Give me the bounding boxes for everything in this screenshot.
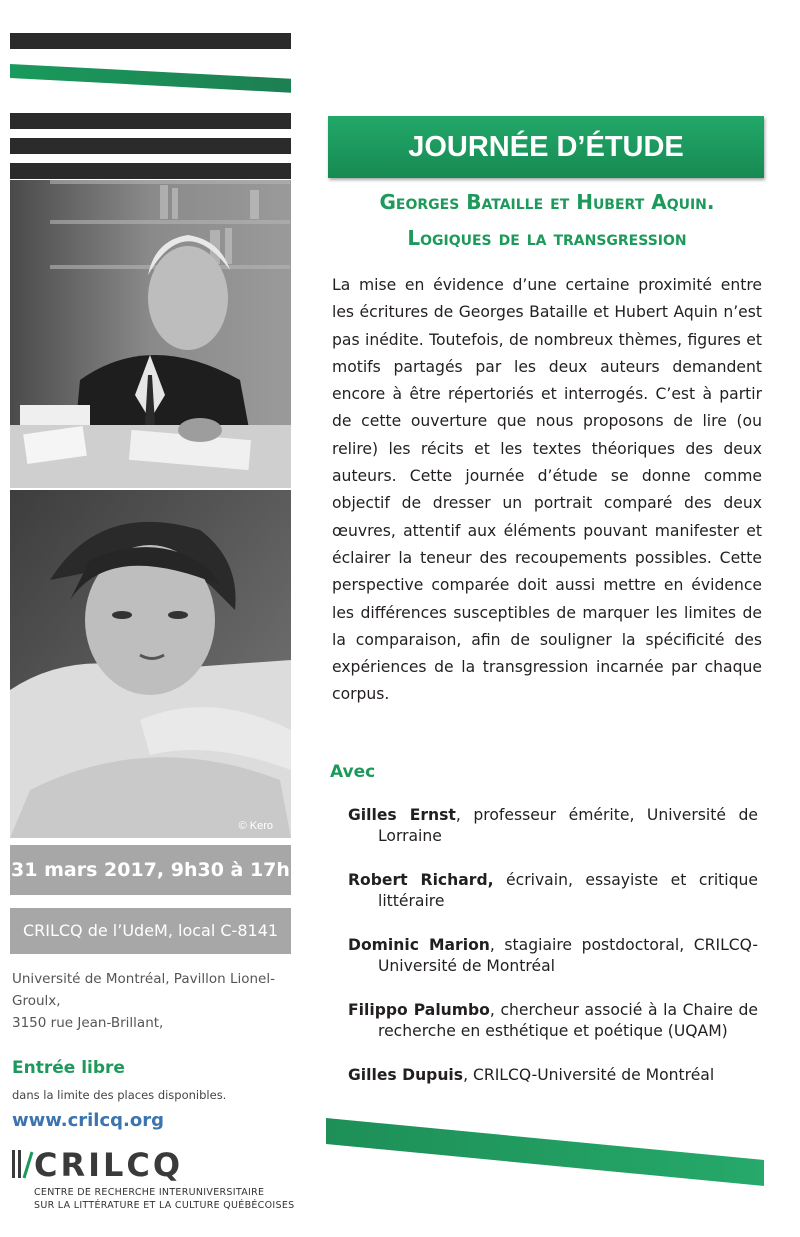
crilcq-logo-text: CRILCQ: [34, 1146, 184, 1184]
photo-credit: © Kero: [238, 820, 273, 832]
speaker-detail: , stagiaire postdoctoral, CRILCQ-Université de Montréal: [378, 936, 758, 975]
subtitle-line-1: Georges Bataille et Hubert Aquin.: [379, 190, 715, 214]
event-date: 31 mars 2017, 9h30 à 17h: [10, 845, 291, 895]
logo-sub-line-2: SUR LA LITTÉRATURE ET LA CULTURE QUÉBÉCOISES: [34, 1200, 295, 1211]
speaker-detail: , chercheur associé à la Chaire de recherche en esthétique et poétique (UQAM): [378, 1001, 759, 1040]
address-line-1: Université de Montréal, Pavillon Lionel-Groulx,: [12, 971, 275, 1009]
speaker-name: Gilles Dupuis: [348, 1066, 464, 1084]
speaker-item: [348, 1000, 758, 1042]
stripe-dark-3: [10, 138, 291, 154]
page-title-banner: JOURNÉE D’ÉTUDE: [328, 116, 764, 178]
speakers-list: [348, 805, 758, 1109]
event-place: CRILCQ de l’UdeM, local C-8141: [10, 908, 291, 954]
entry-free: Entrée libre: [12, 1058, 125, 1078]
entry-note: dans la limite des places disponibles.: [12, 1088, 227, 1102]
stripe-dark-4: [10, 163, 291, 179]
decorative-green-bar: [326, 1118, 764, 1188]
description-paragraph: La mise en évidence d’une certaine proximité entre les écritures de Georges Bataille et Hubert Aquin n’est pas inédite. Toutefois, de nombreux thèmes, figures et motifs partagés par les deux auteurs demandent encore à être répertoriés et interrogés. C’est à partir de cette ouverture que nous proposons de lire (ou relire) les récits et les textes théoriques des deux auteurs. Cette journée d’étude se donne comme objectif de dresser un portrait comparé des deux œuvres, attentif aux éléments pouvant manifester et éclairer la teneur des recoupements possibles. Cette perspective comparée doit aussi mettre en évidence les différences susceptibles de marquer les limites de la comparaison, afin de souligner la spécificité des expériences de la transgression incarnée par chaque corpus.: [332, 276, 762, 704]
speaker-item: [348, 870, 758, 912]
speaker-item: [348, 805, 758, 847]
speaker-name: Filippo Palumbo: [348, 1001, 490, 1019]
crilcq-logo-subtitle: [34, 1186, 294, 1212]
speaker-detail: , CRILCQ-Université de Montréal: [463, 1066, 715, 1084]
website-link[interactable]: www.crilcq.org: [12, 1110, 164, 1131]
stripe-green: [10, 64, 291, 93]
photo-bataille: [10, 180, 291, 488]
speaker-name: Robert Richard,: [348, 871, 494, 889]
subtitle-line-2: Logiques de la transgression: [407, 226, 687, 250]
speakers-heading: Avec: [330, 762, 376, 782]
speaker-item: [348, 935, 758, 977]
speaker-detail: , professeur émérite, Université de Lorraine: [378, 806, 758, 845]
event-address: [12, 968, 297, 1034]
speaker-item: [348, 1065, 758, 1086]
crilcq-logo-icon: [10, 1148, 34, 1180]
speaker-detail: écrivain, essayiste et critique littéraire: [378, 871, 758, 910]
address-line-2: 3150 rue Jean-Brillant,: [12, 1015, 164, 1031]
logo-sub-line-1: CENTRE DE RECHERCHE INTERUNIVERSITAIRE: [34, 1187, 265, 1198]
stripe-dark-2: [10, 113, 291, 129]
photo-aquin: [10, 490, 291, 838]
speaker-name: Gilles Ernst: [348, 806, 456, 824]
speaker-name: Dominic Marion: [348, 936, 490, 954]
stripe-dark-1: [10, 33, 291, 49]
